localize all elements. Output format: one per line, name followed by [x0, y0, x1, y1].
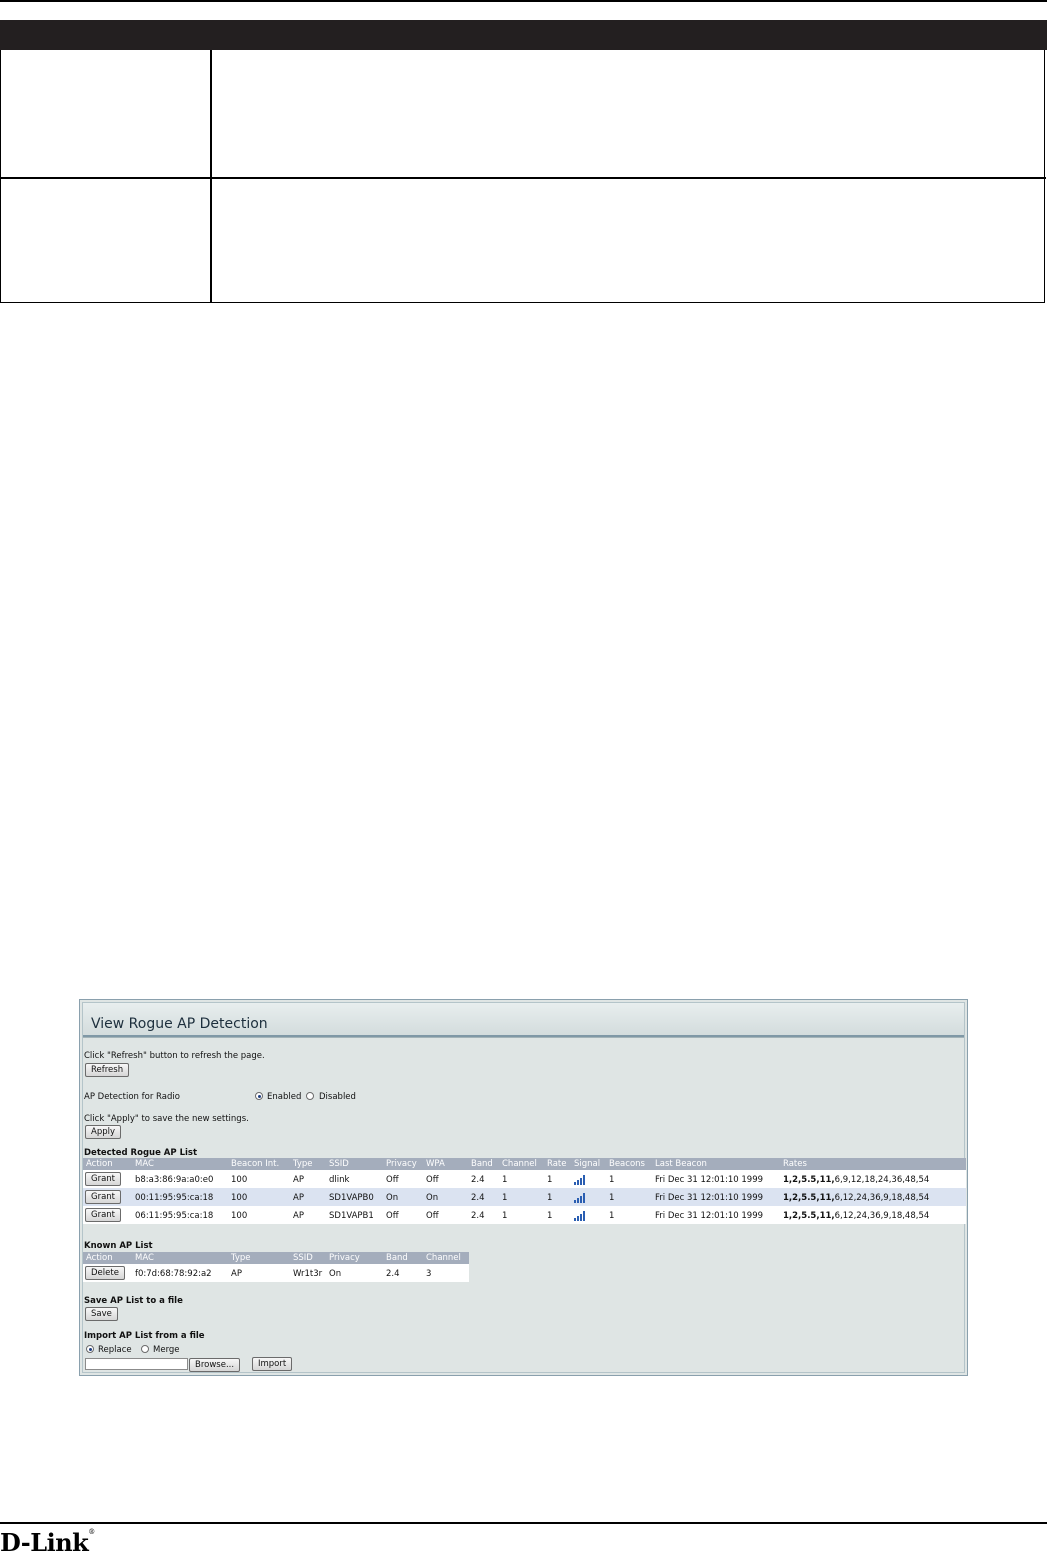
import-section-title: Import AP List from a file [84, 1331, 205, 1341]
col-rate: Rate [547, 1159, 567, 1169]
row-rates-extended: 6,9,12,18,24,36,48,54 [834, 1175, 930, 1185]
refresh-hint: Click "Refresh" button to refresh the page. [84, 1051, 265, 1061]
rogue-list-header [83, 1158, 966, 1170]
col-action: Action [86, 1253, 113, 1263]
row-rates [783, 1175, 929, 1185]
row-beacon-int: 100 [231, 1211, 248, 1221]
title-underline [83, 1035, 964, 1037]
row-rates-basic: 1,2,5.5,11, [783, 1193, 835, 1203]
merge-radio[interactable] [141, 1345, 149, 1353]
save-section-title: Save AP List to a file [84, 1296, 183, 1306]
top-rule [0, 0, 1047, 2]
row-last-beacon: Fri Dec 31 12:01:10 1999 [655, 1175, 764, 1185]
row-ssid: SD1VAPB0 [329, 1193, 374, 1203]
col-channel: Channel [426, 1253, 461, 1263]
row-mac: f0:7d:68:78:92:a2 [135, 1269, 212, 1279]
row-wpa: Off [426, 1211, 439, 1221]
row-ssid: Wr1t3r [293, 1269, 323, 1279]
col-channel: Channel [502, 1159, 537, 1169]
row-privacy: Off [386, 1211, 399, 1221]
row-rates-basic: 1,2,5.5,11, [783, 1175, 835, 1185]
row-beacons: 1 [609, 1211, 615, 1221]
row-rates-extended: 6,12,24,36,9,18,48,54 [834, 1211, 930, 1221]
col-beacon-int: Beacon Int. [231, 1159, 280, 1169]
row-privacy: Off [386, 1175, 399, 1185]
table-row [83, 1188, 966, 1206]
col-last-beacon: Last Beacon [655, 1159, 707, 1169]
row-beacon-int: 100 [231, 1193, 248, 1203]
row-privacy: On [386, 1193, 399, 1203]
row-type: AP [293, 1175, 304, 1185]
row-type: AP [293, 1193, 304, 1203]
enabled-radio[interactable] [255, 1092, 263, 1100]
row-type: AP [293, 1211, 304, 1221]
grant-button[interactable]: Grant [85, 1208, 121, 1222]
refresh-button[interactable]: Refresh [85, 1063, 129, 1077]
row-beacons: 1 [609, 1175, 615, 1185]
row-rates [783, 1193, 929, 1203]
apply-button[interactable]: Apply [85, 1125, 121, 1139]
row-mac: 00:11:95:95:ca:18 [135, 1193, 214, 1203]
replace-radio[interactable] [86, 1345, 94, 1353]
row-band: 2.4 [471, 1211, 485, 1221]
known-list-title: Known AP List [84, 1241, 153, 1251]
row-mac: 06:11:95:95:ca:18 [135, 1211, 214, 1221]
detection-label: AP Detection for Radio [84, 1092, 180, 1102]
row-ssid: dlink [329, 1175, 350, 1185]
row-rate: 1 [547, 1193, 553, 1203]
row-band: 2.4 [471, 1193, 485, 1203]
row-wpa: On [426, 1193, 439, 1203]
replace-label: Replace [98, 1345, 132, 1355]
file-path-field[interactable] [85, 1358, 188, 1370]
rogue-list-title: Detected Rogue AP List [84, 1148, 198, 1158]
row-channel: 1 [502, 1193, 508, 1203]
col-privacy: Privacy [386, 1159, 417, 1169]
col-type: Type [293, 1159, 313, 1169]
row-mac: b8:a3:86:9a:a0:e0 [135, 1175, 214, 1185]
row-beacons: 1 [609, 1193, 615, 1203]
known-list-header [83, 1252, 469, 1264]
footer-rule [0, 1522, 1047, 1524]
row-band: 2.4 [386, 1269, 400, 1279]
signal-bars-icon [574, 1211, 586, 1221]
table-header-bar [0, 20, 1047, 50]
col-type: Type [231, 1253, 251, 1263]
enabled-label: Enabled [267, 1092, 302, 1102]
col-signal: Signal [574, 1159, 601, 1169]
grant-button[interactable]: Grant [85, 1172, 121, 1186]
grant-button[interactable]: Grant [85, 1190, 121, 1204]
col-privacy: Privacy [329, 1253, 360, 1263]
row-channel: 1 [502, 1211, 508, 1221]
row-rates [783, 1211, 929, 1221]
signal-bars-icon [574, 1193, 586, 1203]
row-channel: 3 [426, 1269, 432, 1279]
row-privacy: On [329, 1269, 342, 1279]
col-action: Action [86, 1159, 113, 1169]
col-band: Band [471, 1159, 493, 1169]
row-rate: 1 [547, 1211, 553, 1221]
row-last-beacon: Fri Dec 31 12:01:10 1999 [655, 1193, 764, 1203]
registered-mark: ® [88, 1528, 95, 1536]
delete-button[interactable]: Delete [85, 1266, 125, 1280]
col-ssid: SSID [293, 1253, 313, 1263]
row-ssid: SD1VAPB1 [329, 1211, 374, 1221]
table-row [83, 1206, 966, 1224]
browse-button[interactable]: Browse... [189, 1358, 240, 1372]
col-rates: Rates [783, 1159, 807, 1169]
merge-label: Merge [153, 1345, 180, 1355]
save-button[interactable]: Save [85, 1307, 118, 1321]
row-rates-extended: 6,12,24,36,9,18,48,54 [834, 1193, 930, 1203]
disabled-label: Disabled [319, 1092, 356, 1102]
row-type: AP [231, 1269, 242, 1279]
panel-frame [82, 1002, 965, 1373]
col-ssid: SSID [329, 1159, 349, 1169]
table-row [83, 1264, 469, 1282]
row-rate: 1 [547, 1175, 553, 1185]
disabled-radio[interactable] [306, 1092, 314, 1100]
row-wpa: Off [426, 1175, 439, 1185]
col-beacons: Beacons [609, 1159, 645, 1169]
col-band: Band [386, 1253, 408, 1263]
row-band: 2.4 [471, 1175, 485, 1185]
page-title: View Rogue AP Detection [91, 1016, 268, 1032]
logo-text: D-Link [0, 1528, 89, 1557]
dlink-logo [0, 1528, 95, 1557]
row-last-beacon: Fri Dec 31 12:01:10 1999 [655, 1211, 764, 1221]
parameter-table [0, 20, 1045, 303]
import-button[interactable]: Import [252, 1357, 292, 1371]
panel-title-bar [83, 1003, 964, 1038]
col-wpa: WPA [426, 1159, 445, 1169]
table-row-divider [1, 177, 1046, 179]
col-mac: MAC [135, 1253, 154, 1263]
row-rates-basic: 1,2,5.5,11, [783, 1211, 835, 1221]
col-mac: MAC [135, 1159, 154, 1169]
row-beacon-int: 100 [231, 1175, 248, 1185]
rogue-ap-screenshot [79, 999, 968, 1376]
table-row [83, 1170, 966, 1188]
signal-bars-icon [574, 1175, 586, 1185]
apply-hint: Click "Apply" to save the new settings. [84, 1114, 249, 1124]
row-channel: 1 [502, 1175, 508, 1185]
